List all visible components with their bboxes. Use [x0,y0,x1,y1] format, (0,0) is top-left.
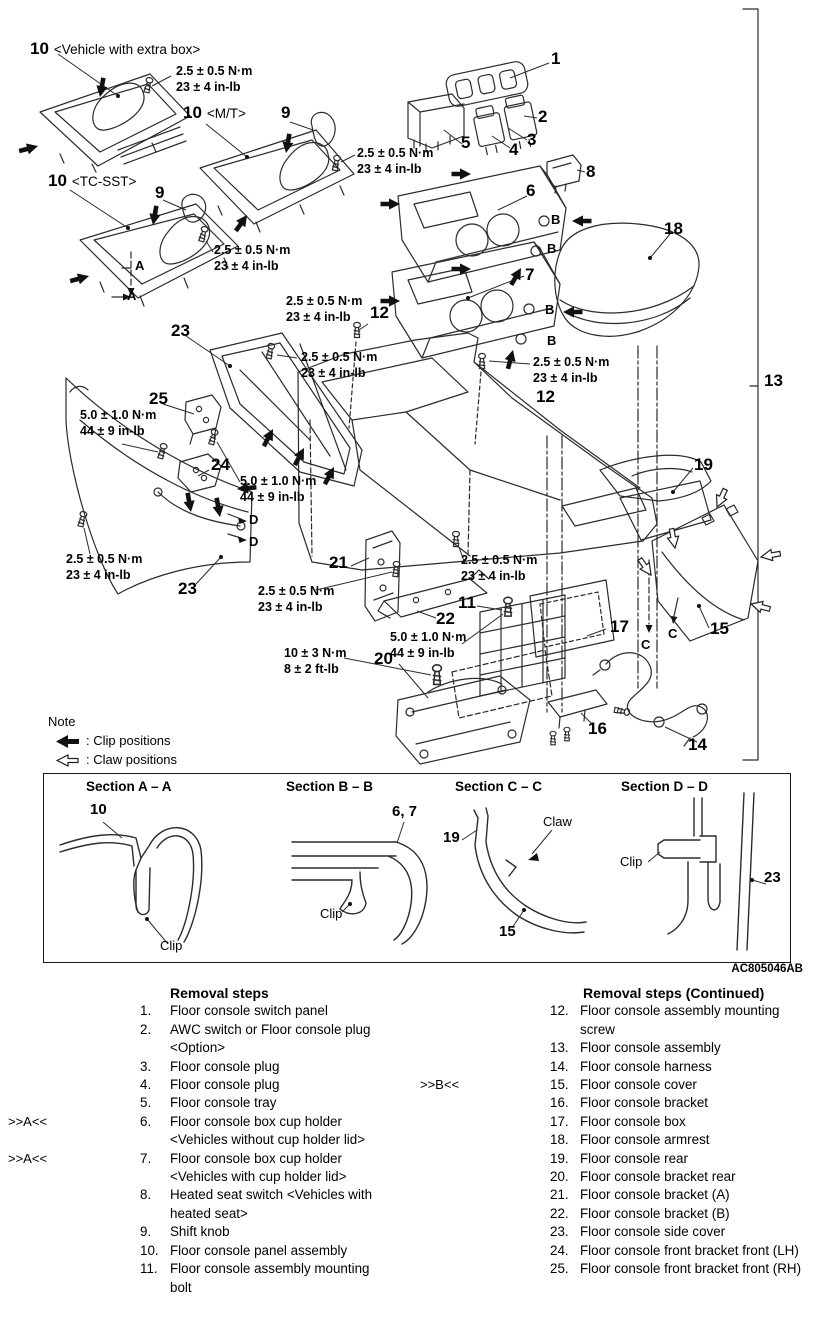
removal-steps-left-column [8,984,392,1297]
section-letter-a: A [127,288,137,303]
callout-16: 16 [588,719,607,738]
section-aa-part-label: 10 [90,801,107,818]
step-number: 12. [550,1003,569,1019]
step-number: 10. [140,1242,159,1258]
callout-3: 3 [527,130,537,149]
section-letter-d: D [249,512,259,527]
note-legend [48,714,177,768]
assembly-center-lines [547,346,657,712]
step-text: Floor console plug [170,1058,280,1074]
removal-step [550,1168,802,1186]
removal-step [550,1186,802,1204]
step-number: 11. [140,1261,158,1277]
removal-step [420,1076,802,1094]
section-views-box [43,773,791,963]
torque-label: 5.0 ± 1.0 N·m 44 ± 9 in-lb [80,408,157,438]
callout-10-tcsst [48,172,136,189]
step-text: Floor console bracket [580,1095,709,1111]
torque-label: 2.5 ± 0.5 N·m 23 ± 4 in-lb [66,552,143,582]
part-14-harness-sketch [593,653,707,746]
removal-step [140,1242,392,1260]
section-cc-claw-label: Claw [543,814,572,829]
section-letter-b: B [547,333,557,348]
callout-20: 20 [374,649,393,668]
part-number: 10 [48,171,67,190]
torque-label: 2.5 ± 0.5 N·m 23 ± 4 in-lb [286,294,363,324]
callout-4: 4 [509,140,519,159]
claw-arrow-icon [56,754,79,767]
callout-7: 7 [525,265,535,284]
callout-9: 9 [155,183,165,202]
part-18-armrest-sketch [555,223,699,336]
step-number: 7. [140,1150,152,1166]
step-number: 2. [140,1021,152,1037]
step-text: Floor console bracket (A) [580,1187,730,1203]
section-dd-part-label: 23 [764,869,781,886]
step-number: 20. [550,1169,569,1185]
step-number: 16. [550,1095,569,1111]
part-number: 10 [183,103,202,122]
note-claw-label: : Claw positions [86,752,178,767]
step-text: Floor console plug [170,1077,280,1093]
step-text: Floor console box cup holder <Vehicles with cup holder lid> [170,1150,347,1185]
variant-label: <Vehicle with extra box> [53,42,201,57]
step-number: 9. [140,1224,152,1240]
note-title: Note [48,714,76,729]
removal-step [140,1002,392,1020]
note-claw-row [56,752,177,768]
removal-step [550,1113,802,1131]
step-text: Floor console front bracket front (LH) [580,1242,799,1258]
callout-23: 23 [178,579,197,598]
torque-label: 2.5 ± 0.5 N·m 23 ± 4 in-lb [176,64,253,94]
step-number: 5. [140,1095,152,1111]
callout-6: 6 [526,181,536,200]
removal-steps-header: Removal steps [170,985,269,1001]
removal-step [140,1186,392,1223]
section-letter-c: C [668,626,678,641]
step-marker-a: >>A<< [8,1150,48,1166]
note-clip-label: : Clip positions [86,733,171,748]
torque-label: 2.5 ± 0.5 N·m 23 ± 4 in-lb [461,553,538,583]
torque-label: 5.0 ± 1.0 N·m 44 ± 9 in-lb [240,474,317,504]
removal-step [550,1131,802,1149]
step-number: 24. [550,1242,569,1258]
removal-step [550,1094,802,1112]
removal-step [140,1058,392,1076]
removal-step [550,1223,802,1241]
step-number: 8. [140,1187,152,1203]
step-number: 25. [550,1261,569,1277]
step-number: 17. [550,1113,569,1129]
step-text: Floor console armrest [580,1132,710,1148]
step-text: Floor console assembly mounting screw [580,1003,780,1037]
step-text: Shift knob [170,1224,230,1240]
variant-label: <TC-SST> [71,174,137,189]
removal-step [140,1094,392,1112]
section-bb-part-label: 6, 7 [392,803,418,820]
removal-step [140,1021,392,1058]
step-text: AWC switch or Floor console plug <Option> [170,1021,371,1056]
step-text: Floor console bracket (B) [580,1205,730,1221]
step-text: Floor console switch panel [170,1003,328,1019]
d-arrow-tick [238,537,247,544]
section-cc-title: Section C – C [455,779,543,794]
section-aa-title: Section A – A [86,779,172,794]
removal-step [140,1076,392,1094]
step-text: Floor console assembly [580,1040,721,1056]
torque-label: 5.0 ± 1.0 N·m 44 ± 9 in-lb [390,630,467,660]
removal-step [550,1205,802,1223]
part-5-tray-sketch [408,94,464,152]
part-13-bracket-line [743,9,758,760]
section-letter-b: B [547,241,557,256]
step-text: Floor console box cup holder <Vehicles without cup holder lid> [170,1113,366,1148]
step-number: 22. [550,1205,569,1221]
part-8-heated-switch-sketch [547,155,581,193]
step-number: 19. [550,1150,569,1166]
step-text: Floor console assembly mounting bolt [170,1261,370,1295]
section-cc-part-top-label: 19 [443,829,460,846]
section-letter-d: D [249,534,259,549]
part-6-cup-holder-sketch [398,166,566,282]
torque-label: 2.5 ± 0.5 N·m 23 ± 4 in-lb [301,350,378,380]
section-cc-part-bottom-label: 15 [499,923,516,940]
step-text: Floor console panel assembly [170,1242,348,1258]
d-arrow-tick [238,518,247,525]
removal-steps-continued-header: Removal steps (Continued) [583,985,765,1001]
callout-17: 17 [610,617,629,636]
callout-22: 22 [436,609,455,628]
step-number: 18. [550,1132,569,1148]
part-15-cover-sketch [652,505,758,641]
part-number: 10 [30,39,49,58]
step-number: 14. [550,1058,569,1074]
torque-label: 2.5 ± 0.5 N·m 23 ± 4 in-lb [357,146,434,176]
part-7-cup-holder-sketch [392,242,560,358]
callout-15: 15 [710,619,729,638]
part-10-mt-sketch [200,112,354,232]
callout-9: 9 [281,103,291,122]
removal-step [550,1242,802,1260]
step-text: Heated seat switch <Vehicles with heated seat> [170,1187,373,1221]
step-number: 4. [140,1077,152,1093]
step-text: Floor console harness [580,1058,712,1074]
clip-arrow-icon [56,735,79,748]
callout-18: 18 [664,219,683,238]
step-text: Floor console bracket rear [580,1169,736,1185]
callout-24: 24 [211,455,230,474]
step-number: 21. [550,1187,569,1203]
removal-step [550,1002,802,1039]
callout-5: 5 [461,133,471,152]
step-number: 1. [140,1003,152,1019]
section-dd-title: Section D – D [621,779,709,794]
step-text: Floor console rear [580,1150,688,1166]
section-letter-b: B [551,212,561,227]
variant-label: <M/T> [206,106,246,121]
callout-10-extra-box [30,40,200,57]
step-number: 15. [550,1077,569,1093]
step-marker-a: >>A<< [8,1113,48,1129]
callout-1: 1 [551,49,561,68]
removal-step [140,1260,392,1297]
callout-25: 25 [149,389,168,408]
removal-step [550,1039,802,1057]
torque-label: 10 ± 3 N·m 8 ± 2 ft-lb [284,646,347,676]
step-number: 13. [550,1040,569,1056]
step-text: Floor console side cover [580,1224,726,1240]
callout-8: 8 [586,162,596,181]
step-text: Floor console front bracket front (RH) [580,1261,802,1277]
callout-19: 19 [694,455,713,474]
step-number: 23. [550,1224,569,1240]
section-aa-clip-label: Clip [160,938,183,953]
figure-code: AC805046AB [731,963,803,975]
section-letter-c: C [641,637,651,652]
callout-21: 21 [329,553,348,572]
step-text: Floor console cover [580,1077,697,1093]
callout-23: 23 [171,321,190,340]
torque-label: 2.5 ± 0.5 N·m 23 ± 4 in-lb [214,243,291,273]
callout-10-mt [183,104,246,121]
note-clip-row [56,733,177,749]
removal-step [550,1150,802,1168]
step-marker-b: >>B<< [420,1077,460,1093]
callout-12: 12 [370,303,389,322]
callout-12: 12 [536,387,555,406]
removal-step [8,1113,392,1150]
removal-step [550,1260,802,1278]
torque-label: 2.5 ± 0.5 N·m 23 ± 4 in-lb [258,584,335,614]
callout-11: 11 [458,593,476,612]
step-text: Floor console tray [170,1095,277,1111]
section-bb-title: Section B – B [286,779,374,794]
part-10-extra-box-sketch [40,74,190,172]
step-number: 3. [140,1058,152,1074]
torque-label: 2.5 ± 0.5 N·m 23 ± 4 in-lb [533,355,610,385]
removal-step [140,1223,392,1241]
section-bb-clip-label: Clip [320,906,343,921]
section-dd-clip-label: Clip [620,854,643,869]
removal-step [550,1058,802,1076]
section-letter-a: A [135,258,145,273]
removal-step [8,1150,392,1187]
callout-13: 13 [764,371,783,390]
section-letter-b: B [545,302,555,317]
callout-2: 2 [538,107,548,126]
step-text: Floor console box [580,1113,686,1129]
removal-steps-right-column [420,984,802,1279]
step-number: 6. [140,1113,152,1129]
callout-14: 14 [688,735,707,754]
